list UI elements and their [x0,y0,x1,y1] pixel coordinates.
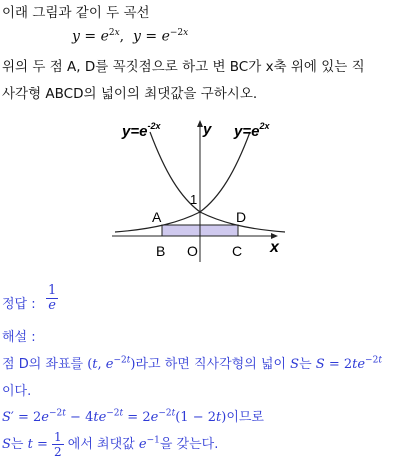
graph-figure [110,112,290,270]
point-c-label: C [232,243,243,259]
intercept-label: 1 [190,192,198,207]
t-denominator: 2 [54,445,62,459]
point-d-label: D [236,209,247,225]
x-axis-label: x [270,239,279,256]
solution-line-1: 점 D의 좌표를 (t, $e^{-2t}$)라고 하면 직사각형의 넓이 S는 $S = 2te^{-2t}$ [2,355,382,372]
answer-label: 정답 : [2,297,36,312]
answer-denominator: e [48,298,56,313]
solution-label: 해설 : [2,330,36,345]
solution-line-3: $S' = 2e^{-2t} - 4te^{-2t} = 2e^{-2t}(1 - 2t)$이므로 [2,408,264,425]
point-a-label: A [152,209,162,225]
answer-numerator: 1 [48,283,57,298]
solution-text: 점 D의 좌표를 [2,357,84,372]
problem-line-3: 위의 두 점 A, D를 꼭짓점으로 하고 변 BC가 x축 위에 있는 직 [2,59,365,75]
right-curve-label: $y=e^{2x}$ [234,121,270,140]
answer-fraction [46,284,58,313]
solution-line-2: 이다. [2,384,32,399]
solution-text: 라고 하면 직사각형의 넓이 [135,357,287,372]
t-numerator: 1 [54,430,62,444]
problem-line-1: 이래 그림과 같이 두 곡선 [2,5,150,21]
curve-e-minus-2x [150,132,285,232]
solution-text: 에서 최댓값 [67,437,135,452]
problem-line-4: 사각형 ABCD의 넓이의 최댓값을 구하시오. [2,86,258,102]
solution-text: 을 갖는다. [159,437,219,452]
curve-e-2x [115,132,250,232]
y-axis-label: y [203,121,212,138]
origin-label: O [187,243,198,259]
curve-equations: $y = e^{2x}$, $y = e^{-2x}$ [72,28,189,45]
point-b-label: B [156,243,166,259]
left-curve-label: $y=e^{-2x}$ [122,121,161,140]
solution-text: 이므로 [226,410,264,425]
solution-line-4: S는 t = $\frac{1}{2}$ 에서 최댓값 $e^{-1}$을 갖는다. [2,430,219,459]
